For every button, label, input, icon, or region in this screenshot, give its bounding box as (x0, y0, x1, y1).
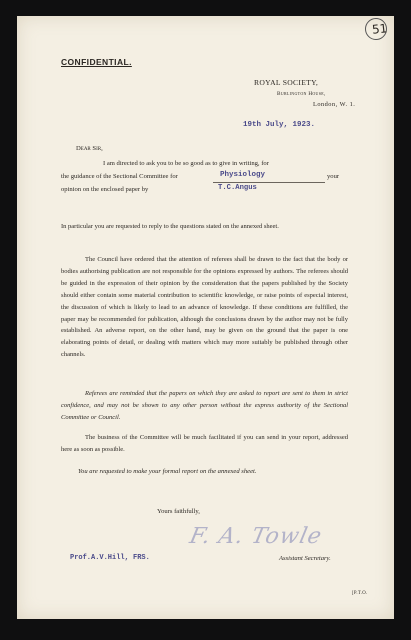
paper-author: T.C.Angus (218, 184, 257, 192)
signatory-title: Assistant Secretary. (279, 555, 331, 562)
folio-number: 51 (371, 21, 388, 37)
paragraph-formal-report: You are requested to make your formal report on the annexed sheet. (78, 468, 257, 475)
pto-mark: [P.T.O. (352, 591, 368, 596)
closing: Yours faithfully, (157, 508, 200, 515)
letter-date: 19th July, 1923. (243, 121, 316, 129)
paragraph-questions: In particular you are requested to reply to the questions stated on the annexed sheet. (61, 223, 279, 230)
intro-line-3: opinion on the enclosed paper by (61, 186, 149, 193)
address-line-1: ROYAL SOCIETY, (254, 78, 319, 87)
intro-line-2b: your (327, 173, 340, 180)
recipient-name: Prof.A.V.Hill, FRS. (70, 554, 150, 562)
heading-confidential: CONFIDENTIAL. (61, 57, 132, 67)
paragraph-confidence: Referees are reminded that the papers on which they are asked to report are sent to them in strict confidence, and may not be shown to any other person without the express authority of the Sectional Committee or Council. (61, 390, 348, 421)
committee-name: Physiology (220, 171, 266, 179)
address-line-3: London, W. 1. (313, 101, 356, 108)
signature: F. A. Towle (187, 524, 325, 549)
salutation: Dear Sir, (76, 145, 103, 152)
paragraph-business: The business of the Committee will be much facilitated if you can send in your report, addressed here as soon as possible. (61, 434, 348, 453)
address-line-2: Burlington House, (277, 91, 326, 97)
committee-blank (213, 182, 325, 183)
paragraph-council: The Council have ordered that the attention of referees shall be drawn to the fact that the body or bodies authorising publication are not responsible for the opinions expressed by authors. The referees should be guided in the expression of their opinion by the consideration that the papers published by the Society should either contain some material contribution to scientific knowledge, or raise points of especial interest, the discussion of which is likely to lead to an advance of knowledge. If these conditions are fulfilled, the paper may be recommended for publication, although the conclusions drawn by the author may not be fully established. An adverse report, on the other hand, may be given on the ground that the paper is one elaborating points of detail, or dealing with matters which may more suitably be published through other channels. (61, 256, 348, 359)
intro-line-1: I am directed to ask you to be so good as to give in writing, for (103, 160, 269, 167)
intro-line-2a: the guidance of the Sectional Committee for (61, 173, 178, 180)
